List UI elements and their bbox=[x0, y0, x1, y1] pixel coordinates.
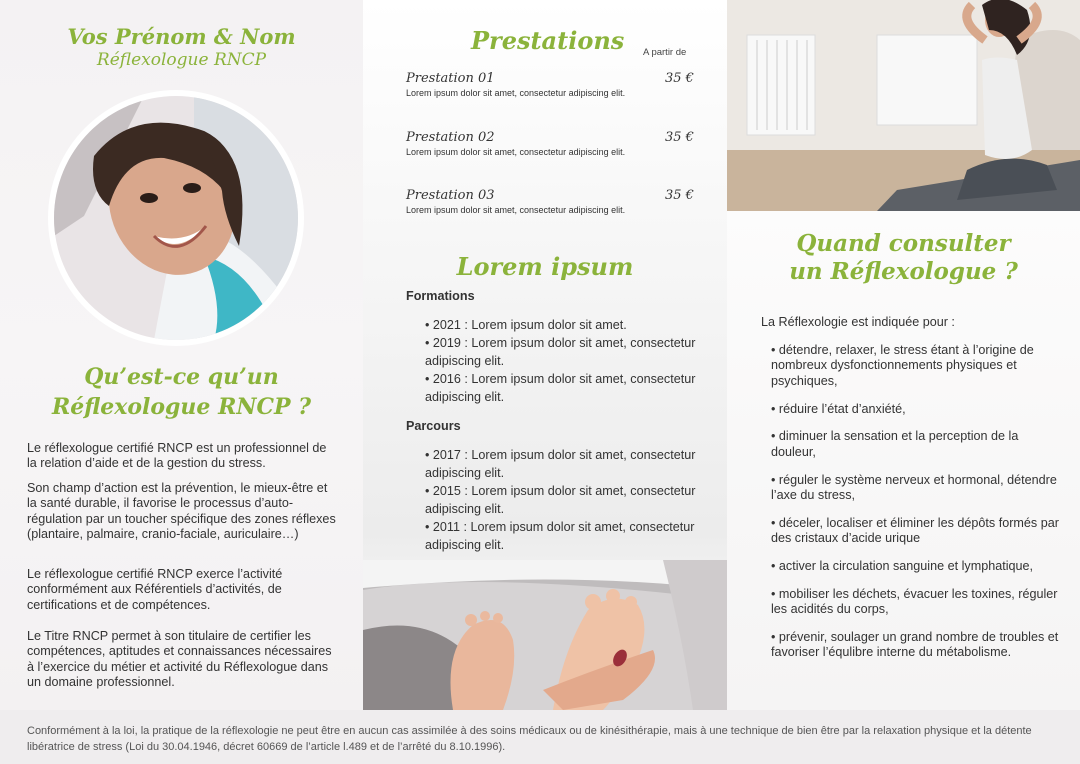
practitioner-role: Réflexologue RNCP bbox=[96, 50, 267, 70]
prestations-title: Prestations bbox=[471, 26, 625, 55]
list-item: • réduire l’état d’anxiété, bbox=[771, 401, 906, 416]
prestation-name: Prestation 03 bbox=[406, 188, 495, 203]
paragraph-champ-action: Son champ d’action est la prévention, le mieux-être et la santé durable, il favorise le processus d’auto-régulation par un toucher spécifique des zones réflexes (plantaire, palmaire, cranio-faciale, auriculaire…) bbox=[27, 481, 336, 542]
list-item: • mobiliser les déchets, évacuer les toxines, réguler les acidités du corps, bbox=[771, 586, 1058, 617]
list-item: • 2011 : Lorem ipsum dolor sit amet, consectetur adipiscing elit. bbox=[425, 520, 695, 552]
prestation-price: 35 € bbox=[665, 188, 694, 203]
a-partir-de-label: A partir de bbox=[643, 47, 687, 58]
indications-intro: La Réflexologie est indiquée pour : bbox=[761, 315, 955, 329]
list-item: • détendre, relaxer, le stress étant à l’origine de nombreux dysfonctionnements physiques et psychiques, bbox=[771, 343, 1034, 388]
paragraph-titre-rncp: Le Titre RNCP permet à son titulaire de certifier les compétences, aptitudes et connaissances nécessaires à l’exercice du métier et activité du Réflexologue dans un domaine professionnel. bbox=[27, 629, 332, 690]
parcours-heading: Parcours bbox=[406, 419, 461, 433]
quand-consulter-title bbox=[727, 230, 1080, 286]
legal-footer bbox=[0, 710, 1080, 764]
list-item: • diminuer la sensation et la perception de la douleur, bbox=[771, 429, 1019, 459]
list-item: • 2015 : Lorem ipsum dolor sit amet, consectetur adipiscing elit. bbox=[425, 484, 696, 516]
list-item: • 2017 : Lorem ipsum dolor sit amet, consectetur adipiscing elit. bbox=[425, 448, 696, 480]
list-item: • 2019 : Lorem ipsum dolor sit amet, consectetur adipiscing elit. bbox=[425, 336, 696, 368]
middle-panel bbox=[363, 0, 727, 710]
list-item: • 2016 : Lorem ipsum dolor sit amet, consectetur adipiscing elit. bbox=[425, 372, 696, 404]
question-title-line1: Qu’est-ce qu’un bbox=[84, 364, 279, 390]
right-panel bbox=[727, 0, 1080, 710]
formations-list bbox=[425, 316, 705, 406]
list-item: • prévenir, soulager un grand nombre de troubles et favoriser l’équlibre interne du métabolisme. bbox=[771, 630, 1059, 660]
practitioner-name: Vos Prénom & Nom bbox=[67, 24, 296, 49]
lorem-title: Lorem ipsum bbox=[456, 252, 634, 281]
prestation-item bbox=[406, 71, 696, 98]
prestation-name: Prestation 02 bbox=[406, 130, 495, 145]
paragraph-intro: Le réflexologue certifié RNCP est un professionnel de la relation d’aide et de la gestion du stress. bbox=[27, 441, 327, 471]
prestation-description: Lorem ipsum dolor sit amet, consectetur adipiscing elit. bbox=[406, 88, 626, 98]
legal-disclaimer: Conformément à la loi, la pratique de la réflexologie ne peut être en aucun cas assimilée à des soins médicaux ou de kinésithérapie, mais à une technique de bien être par la relaxation physique et la détente libératrice de stress (Loi du 30.04.1946, décret 60669 de l’article l.489 et de l’arrêté du 8.10.1996). bbox=[27, 725, 1032, 753]
parcours-list bbox=[425, 446, 705, 554]
question-title bbox=[0, 362, 363, 422]
paragraph-referentiels: Le réflexologue certifié RNCP exerce l’activité conformément aux Référentiels d’activités, de certifications et de compétences. bbox=[27, 567, 283, 612]
prestation-name: Prestation 01 bbox=[406, 71, 495, 86]
prestation-item bbox=[406, 130, 696, 157]
feet-massage-photo bbox=[363, 560, 727, 710]
list-item: • activer la circulation sanguine et lymphatique, bbox=[771, 559, 1034, 574]
list-item: • déceler, localiser et éliminer les dépôts formés par des cristaux d’acide urique bbox=[771, 515, 1059, 546]
indications-list bbox=[771, 343, 1061, 673]
question-title-line2: Réflexologue RNCP ? bbox=[51, 394, 312, 420]
left-panel bbox=[0, 0, 363, 710]
quand-title-line2: un Réflexologue ? bbox=[789, 258, 1018, 285]
prestation-item bbox=[406, 188, 696, 215]
prestation-price: 35 € bbox=[665, 130, 694, 145]
yoga-woman-photo bbox=[727, 0, 1080, 211]
prestation-description: Lorem ipsum dolor sit amet, consectetur adipiscing elit. bbox=[406, 205, 626, 215]
quand-title-line1: Quand consulter bbox=[796, 230, 1011, 257]
prestation-description: Lorem ipsum dolor sit amet, consectetur adipiscing elit. bbox=[406, 147, 626, 157]
list-item: • réguler le système nerveux et hormonal, détendre l’axe du stress, bbox=[771, 472, 1057, 503]
formations-heading: Formations bbox=[406, 289, 475, 303]
list-item: • 2021 : Lorem ipsum dolor sit amet. bbox=[425, 318, 627, 332]
portrait-photo bbox=[48, 90, 304, 346]
prestation-price: 35 € bbox=[665, 71, 694, 86]
